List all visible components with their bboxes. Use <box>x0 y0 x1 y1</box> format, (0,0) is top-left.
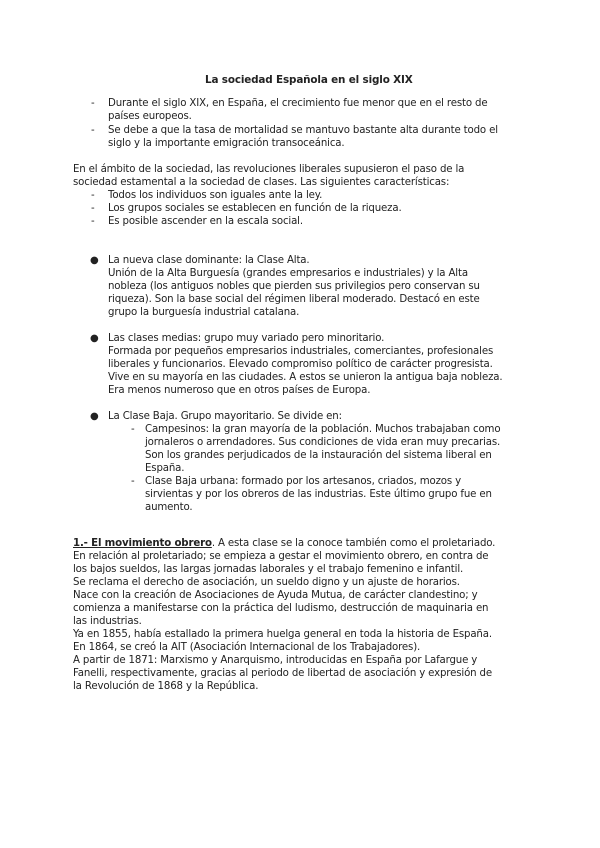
campesinos-line: jornaleros o arrendadores. Sus condiciones de vida eran muy precarias. <box>145 437 501 448</box>
class-medias-line: Vive en su mayoría en las ciudades. A estos se unieron la antigua baja nobleza. <box>108 372 503 383</box>
class-medias-line: Las clases medias: grupo muy variado pero minoritario. <box>108 333 385 344</box>
dash-marker: - <box>91 98 95 109</box>
class-alta-line: Unión de la Alta Burguesía (grandes empresarios e industriales) y la Alta <box>108 268 468 279</box>
movement-line: comienza a manifestarse con la práctica del ludismo, destrucción de maquinaria en <box>73 603 489 614</box>
class-alta-line: La nueva clase dominante: la Clase Alta. <box>108 255 310 266</box>
movement-line: Ya en 1855, había estallado la primera huelga general en toda la historia de España. <box>73 629 492 640</box>
baja-urbana-line: Clase Baja urbana: formado por los artesanos, criados, mozos y <box>145 476 462 487</box>
movement-line: En 1864, se creó la AIT (Asociación Internacional de los Trabajadores). <box>73 642 421 653</box>
dash-marker: - <box>91 216 95 227</box>
movement-heading-line <box>73 537 495 550</box>
movement-line: A partir de 1871: Marxismo y Anarquismo, introducidas en España por Lafargue y <box>73 655 478 666</box>
characteristic-item: Todos los individuos son iguales ante la ley. <box>108 190 323 201</box>
movement-line: la Revolución de 1868 y la República. <box>73 681 259 692</box>
dash-marker: - <box>91 125 95 136</box>
society-paragraph-line: En el ámbito de la sociedad, las revoluciones liberales supusieron el paso de la <box>73 164 465 175</box>
campesinos-line: Campesinos: la gran mayoría de la población. Muchos trabajaban como <box>145 424 501 435</box>
intro-item-line: siglo y la importante emigración transoceánica. <box>108 138 345 149</box>
intro-item-line: países europeos. <box>108 111 192 122</box>
movement-line: Nace con la creación de Asociaciones de Ayuda Mutua, de carácter clandestino; y <box>73 590 478 601</box>
campesinos-line: España. <box>145 463 185 474</box>
class-alta-line: riqueza). Son la base social del régimen liberal moderado. Destacó en este <box>108 294 480 305</box>
characteristic-item: Los grupos sociales se establecen en función de la riqueza. <box>108 203 402 214</box>
baja-urbana-line: sirvientas y por los obreros de las industrias. Este último grupo fue en <box>145 489 492 500</box>
class-medias-line: Era menos numeroso que en otros países de Europa. <box>108 385 371 396</box>
bullet-icon: ● <box>90 255 99 266</box>
bullet-icon: ● <box>90 411 99 422</box>
class-medias-line: Formada por pequeños empresarios industriales, comerciantes, profesionales <box>108 346 494 357</box>
movement-line: los bajos sueldos, las largas jornadas laborales y el trabajo femenino e infantil. <box>73 564 464 575</box>
dash-marker: - <box>91 190 95 201</box>
class-alta-line: nobleza (los antiguos nobles que pierden sus privilegios pero conservan su <box>108 281 480 292</box>
movement-heading: 1.- El movimiento obrero <box>73 538 212 549</box>
movement-line: Fanelli, respectivamente, gracias al periodo de libertad de asociación y expresión de <box>73 668 492 679</box>
dash-marker: - <box>131 424 135 435</box>
bullet-icon: ● <box>90 333 99 344</box>
movement-line: En relación al proletariado; se empieza a gestar el movimiento obrero, en contra de <box>73 551 489 562</box>
movement-line: Se reclama el derecho de asociación, un sueldo digno y un ajuste de horarios. <box>73 577 460 588</box>
class-baja-intro: La Clase Baja. Grupo mayoritario. Se divide en: <box>108 411 342 422</box>
dash-marker: - <box>131 476 135 487</box>
society-paragraph-line: sociedad estamental a la sociedad de clases. Las siguientes características: <box>73 177 450 188</box>
intro-item-line: Durante el siglo XIX, en España, el crecimiento fue menor que en el resto de <box>108 98 488 109</box>
class-alta-line: grupo la burguesía industrial catalana. <box>108 307 300 318</box>
campesinos-line: Son los grandes perjudicados de la instauración del sistema liberal en <box>145 450 492 461</box>
page-title: La sociedad Española en el siglo XIX <box>205 74 413 86</box>
intro-item-line: Se debe a que la tasa de mortalidad se mantuvo bastante alta durante todo el <box>108 125 498 136</box>
movement-line: las industrias. <box>73 616 142 627</box>
dash-marker: - <box>91 203 95 214</box>
baja-urbana-line: aumento. <box>145 502 193 513</box>
movement-heading-rest: . A esta clase se la conoce también como el proletariado. <box>211 538 496 549</box>
characteristic-item: Es posible ascender en la escala social. <box>108 216 303 227</box>
class-medias-line: liberales y funcionarios. Elevado compromiso político de carácter progresista. <box>108 359 493 370</box>
